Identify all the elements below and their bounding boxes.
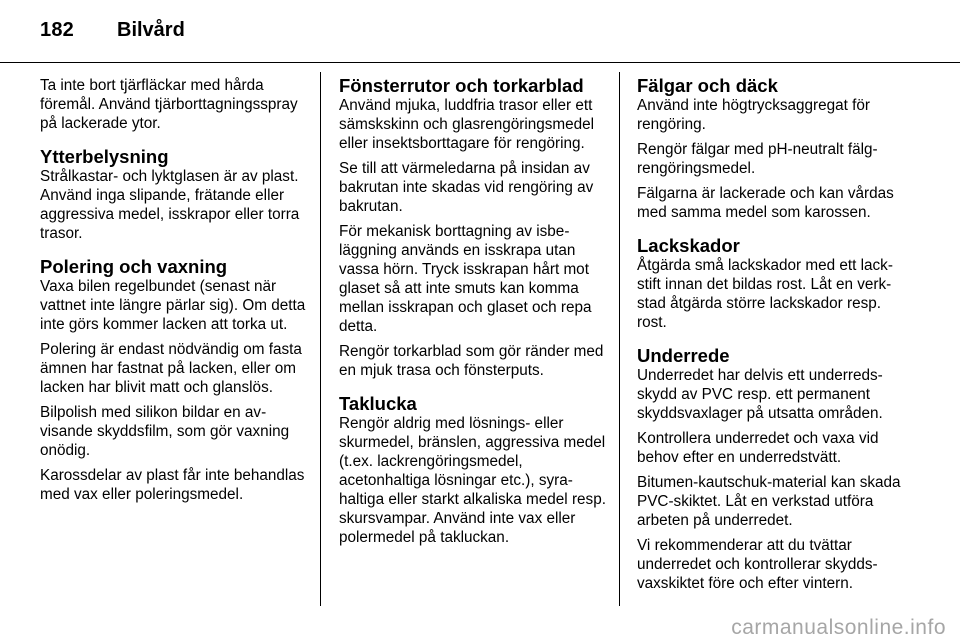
page-number: 182	[40, 19, 74, 41]
paragraph: Se till att värmeledarna på insidan av bakrutan inte skadas vid rengöring av bakrutan.	[339, 160, 594, 215]
section-heading-taklucka: Taklucka	[339, 393, 417, 414]
paragraph: För mekanisk borttagning av isbeläggning används en isskrapa utan vassa hörn. Tryck isskrapan hårt mot glaset så att inte smuts kan komma mellan isskrapan och glaset och repa detta.	[339, 223, 592, 335]
section-heading-falgar-och-dack: Fälgar och däck	[637, 75, 778, 96]
paragraph: Vaxa bilen regelbundet (senast när vattnet inte längre pärlar sig). Om detta inte görs kommer lacken att torka ut.	[40, 278, 306, 333]
paragraph: Karossdelar av plast får inte behandlas med vax eller poleringsmedel.	[40, 467, 305, 503]
column-2	[339, 76, 607, 553]
watermark: carmanualsonline.info	[731, 616, 946, 639]
paragraph: Använd inte högtrycksaggregat för rengöring.	[637, 97, 870, 133]
column-1	[40, 76, 308, 510]
paragraph: Rengör fälgar med pH-neutralt fälgrengöringsmedel.	[637, 141, 878, 177]
column-divider-2	[619, 72, 620, 606]
paragraph: Rengör torkarblad som gör ränder med en mjuk trasa och fönsterputs.	[339, 343, 604, 379]
section-heading-underrede: Underrede	[637, 345, 730, 366]
section-heading-polering-och-vaxning: Polering och vaxning	[40, 256, 228, 277]
paragraph: Ta inte bort tjärfläckar med hårda föremål. Använd tjärborttagningsspray på lackerade ytor.	[40, 77, 298, 132]
paragraph: Rengör aldrig med lösnings- eller skurmedel, bränslen, aggressiva medel (t.ex. lackrengöringsmedel, acetonhaltiga lösningar etc.), syrahaltiga eller starkt alkaliska medel resp. skursvampar. Använd inte vax eller polermedel på takluckan.	[339, 415, 606, 546]
chapter-title: Bilvård	[117, 19, 185, 41]
column-divider-1	[320, 72, 321, 606]
section-heading-ytterbelysning: Ytterbelysning	[40, 146, 169, 167]
paragraph: Använd mjuka, luddfria trasor eller ett sämskskinn och glasrengöringsmedel eller insektsborttagare för rengöring.	[339, 97, 595, 152]
page-header	[0, 0, 960, 63]
column-3	[637, 76, 905, 599]
paragraph: Kontrollera underredet och vaxa vid behov efter en underredstvätt.	[637, 430, 879, 466]
paragraph: Fälgarna är lackerade och kan vårdas med samma medel som karossen.	[637, 185, 894, 221]
paragraph: Vi rekommenderar att du tvättar underredet och kontrollerar skyddsvaxskiktet före och efter vintern.	[637, 537, 878, 592]
paragraph: Underredet har delvis ett underredsskydd av PVC resp. ett permanent skyddsvaxlager på utsatta områden.	[637, 367, 883, 422]
paragraph: Bitumen-kautschuk-material kan skada PVC-skiktet. Låt en verkstad utföra arbeten på underredet.	[637, 474, 901, 529]
section-heading-fonsterrutor-och-torkarblad: Fönsterrutor och torkarblad	[339, 75, 584, 96]
section-heading-lackskador: Lackskador	[637, 235, 740, 256]
paragraph: Polering är endast nödvändig om fasta ämnen har fastnat på lacken, eller om lacken har blivit matt och glanslös.	[40, 341, 302, 396]
paragraph: Strålkastar- och lyktglasen är av plast. Använd inga slipande, frätande eller aggressiva medel, isskrapor eller torra trasor.	[40, 168, 300, 242]
paragraph: Åtgärda små lackskador med ett lackstift innan det bildas rost. Låt en verkstad åtgärda större lackskador resp. rost.	[637, 257, 893, 331]
paragraph: Bilpolish med silikon bildar en avvisande skyddsfilm, som gör vaxning onödig.	[40, 404, 290, 459]
